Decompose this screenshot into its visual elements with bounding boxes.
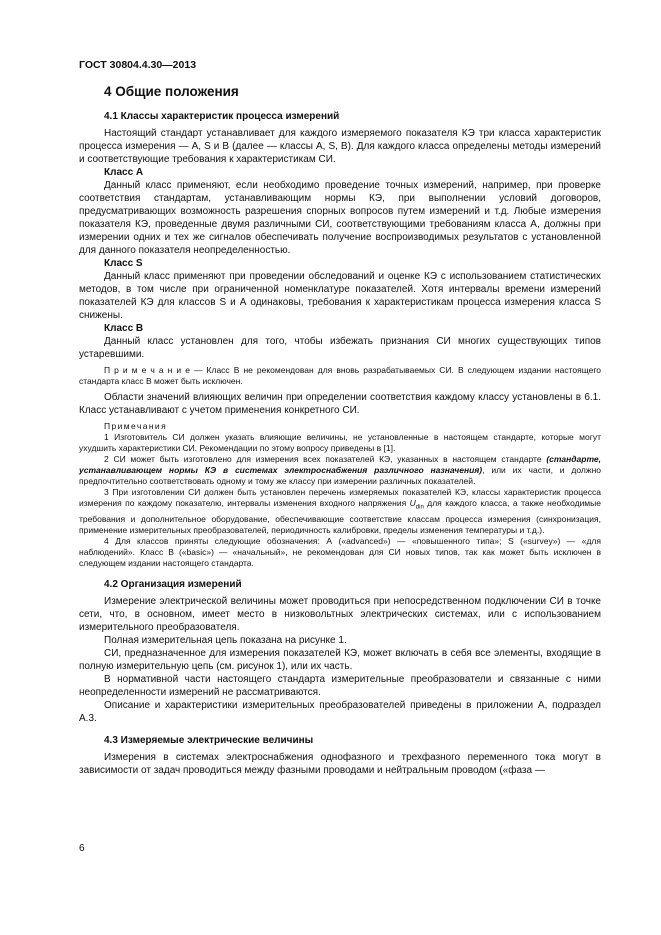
note-label: П р и м е ч а н и е: [104, 365, 190, 375]
subsection-4-1-heading: 4.1 Классы характеристик процесса измерений: [104, 111, 340, 122]
measured-quantities-paragraph: Измерения в системах электроснабжения однофазного и трехфазного переменного тока могут в зависимости от задач проводиться между фазными проводами и нейтральным проводом («фаза —: [79, 751, 601, 776]
note-2-part-a: 2 СИ может быть изготовлено для измерения всех показателей КЭ, указанных в настоящем стандарте: [104, 454, 547, 464]
measurement-org-paragraph-5: Описание и характеристики измерительных преобразователей приведены в приложении А, подраздел А.3.: [79, 699, 601, 724]
subsection-4-3-heading: 4.3 Измеряемые электрические величины: [104, 734, 314, 746]
measurement-org-paragraph-3: СИ, предназначенное для измерения показателей КЭ, может включать в себя все элементы, входящие в полную измерительную цепь (см. рисунок 1), или их часть.: [79, 647, 601, 672]
voltage-subscript: din: [415, 504, 424, 511]
note-2-emphasis: (стандарте, устанавливающем нормы КЭ в системах электроснабжения различного назначения): [79, 454, 601, 475]
class-a-heading: Класс А: [104, 167, 144, 178]
measurement-org-paragraph-2: Полная измерительная цепь показана на рисунке 1.: [104, 634, 347, 646]
notes-heading: Примечания: [104, 421, 168, 431]
note-2: [79, 454, 601, 487]
note-text: — Класс В не рекомендован для вновь разрабатываемых СИ. В следующем издании настоящего стандарта класс В может быть исключен.: [79, 365, 601, 386]
document-code-header: ГОСТ 30804.4.30—2013: [79, 59, 197, 71]
classes-intro-paragraph: Настоящий стандарт устанавливает для каждого измеряемого показателя КЭ три класса характеристик процесса измерения — А, S и В (далее — классы А, S, В). Для каждого класса определены методы измерений и соответствующие требования к характеристикам СИ.: [79, 128, 601, 165]
note-3-part-a: 3 При изготовлении СИ должен быть установлен перечень измеряемых показателей КЭ, классы характеристик процесса измерения по каждому показателю, интервалы изменения входного напряжения: [79, 487, 601, 508]
note-2-part-c: , или их части, и должно предпочтительно соответствовать одному и тому же классу при измерении различных показателей.: [79, 465, 601, 486]
note-3-part-b: для каждого класса, а также необходимые требования и дополнительное оборудование, обеспечивающие соответствие классам процесса измерения (синхронизация, применение измерительных преобразователей, периодичность калибровки, пределы изменения температуры и т.д.).: [79, 498, 601, 535]
class-b-heading: Класс В: [104, 323, 144, 334]
note-3: [79, 487, 601, 536]
class-b-paragraph: Данный класс установлен для того, чтобы избежать признания СИ многих существующих типов устаревшими.: [79, 336, 601, 360]
page-content: [79, 84, 601, 777]
class-s-paragraph: Данный класс применяют при проведении обследований и оценке КЭ с использованием статистических методов, в том числе при ограниченной номенклатуре показателей. Хотя интервалы времени измерений показателей КЭ для классов S и А одинаковы, требования к характеристикам процесса измерения класса S снижены.: [79, 271, 601, 321]
class-b-note: [79, 365, 601, 387]
measurement-org-paragraph-4: В нормативной части настоящего стандарта измерительные преобразователи и связанные с ними неопределенности измерений не рассматриваются.: [79, 673, 601, 698]
note-4: 4 Для классов приняты следующие обозначения: А («advanced») — «повышенного типа»; S («survey») — «для наблюдений». Класс В («basic») — «начальный», не рекомендован для СИ новых типов, так как может быть исключен в следующем издании настоящего стандарта.: [79, 535, 601, 568]
page-number: 6: [79, 843, 85, 854]
class-s-heading: Класс S: [104, 258, 143, 269]
measurement-org-paragraph-1: Измерение электрической величины может проводиться при непосредственном подключении СИ в точке сети, что, в основном, имеет место в низковольтных электрических системах, или с использованием измерительного преобразователя.: [79, 595, 601, 633]
subsection-4-2-heading: 4.2 Организация измерений: [104, 578, 242, 590]
voltage-symbol: U: [409, 498, 416, 508]
note-1: 1 Изготовитель СИ должен указать влияющие величины, не установленные в настоящем стандарте, которые могут ухудшить характеристики СИ. Рекомендации по этому вопросу приведены в [1].: [79, 432, 601, 453]
class-a-paragraph: Данный класс применяют, если необходимо проведение точных измерений, например, при проверке соответствия стандартам, устанавливающим нормы КЭ, при выполнении условий договоров, предусматривающих возможность разрешения спорных вопросов путем измерений и т.д. Любые измерения показателя КЭ, проведенные двумя различными СИ, соответствующими требованиям класса А, должны при измерении одних и тех же сигналов обеспечивать получение воспроизводимых результатов с установленной для данного показателя неопределенностью.: [79, 180, 601, 256]
influence-ranges-paragraph: Области значений влияющих величин при определении соответствия каждому классу установлены в 6.1. Класс устанавливают с учетом применения конкретного СИ.: [79, 392, 601, 416]
section-4-heading: 4 Общие положения: [104, 84, 239, 99]
